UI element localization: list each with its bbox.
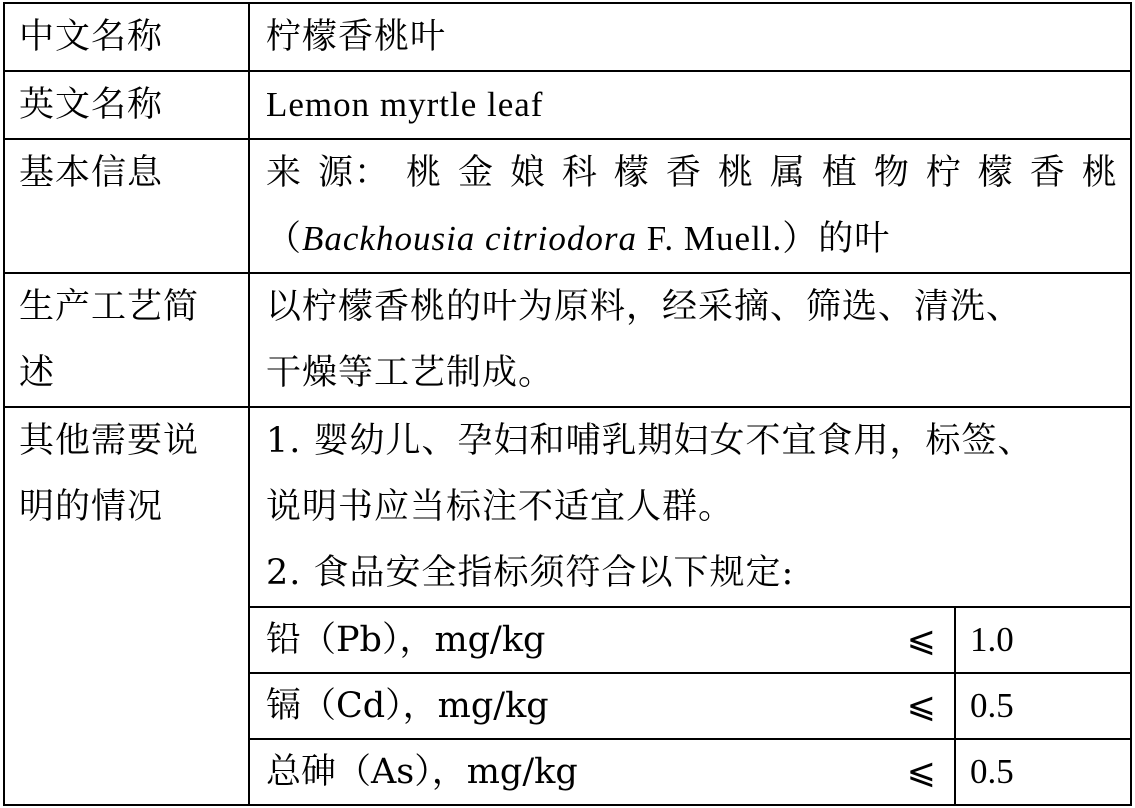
english-name-label: 英文名称	[19, 85, 164, 125]
source-char: 香	[665, 153, 702, 193]
row-other	[4, 407, 1131, 805]
limit-symbol: ⩽	[900, 673, 955, 739]
row-process	[4, 273, 1131, 407]
label-cell	[4, 407, 249, 805]
chinese-name-label: 中文名称	[19, 17, 164, 57]
note2: 2. 食品安全指标须符合以下规定:	[266, 553, 795, 593]
row-english-name	[4, 71, 1131, 139]
limit-row	[250, 739, 1130, 804]
process-label-line2: 述	[19, 353, 56, 393]
limit-value: 0.5	[955, 739, 1130, 804]
limit-symbol: ⩽	[900, 739, 955, 804]
row-chinese-name	[4, 3, 1131, 71]
source-char: 香	[1029, 153, 1066, 193]
source-char: 娘	[509, 153, 546, 193]
process-value-line2: 干燥等工艺制成。	[266, 353, 555, 393]
note1-line2: 说明书应当标注不适宜人群。	[266, 487, 735, 527]
limit-name: 镉（Cd），mg/kg	[250, 673, 900, 739]
paren-close-leaf: ）的叶	[782, 219, 891, 259]
source-char: 檬	[613, 153, 650, 193]
source-char: 科	[561, 153, 598, 193]
source-char: 金	[457, 153, 494, 193]
source-char: 植	[821, 153, 858, 193]
source-char: 桃	[717, 153, 754, 193]
source-char: 桃	[1081, 153, 1118, 193]
limit-value: 0.5	[955, 673, 1130, 739]
species-name: Backhousia citriodora	[302, 219, 638, 258]
paren-open: （	[266, 219, 303, 259]
other-label-line2: 明的情况	[19, 487, 164, 527]
limit-row	[250, 673, 1130, 739]
limit-value: 1.0	[955, 607, 1130, 673]
label-cell	[4, 71, 249, 139]
label-cell	[4, 273, 249, 407]
limits-table	[250, 606, 1130, 804]
source-char: 来	[266, 153, 303, 193]
species-author: F. Muell.	[637, 219, 783, 258]
limit-row	[250, 607, 1130, 673]
limit-symbol: ⩽	[900, 607, 955, 673]
english-name-value: Lemon myrtle leaf	[266, 85, 544, 124]
value-cell	[249, 3, 1131, 71]
value-cell	[249, 407, 1131, 805]
process-value-line1: 以柠檬香桃的叶为原料，经采摘、筛选、清洗、	[266, 287, 1023, 327]
limit-name: 铅（Pb），mg/kg	[250, 607, 900, 673]
source-char: 桃	[405, 153, 442, 193]
note1-line1: 1. 婴幼儿、孕妇和哺乳期妇女不宜食用，标签、	[266, 421, 1034, 461]
process-label-line1: 生产工艺简	[19, 287, 200, 327]
source-char: 物	[873, 153, 910, 193]
value-cell	[249, 273, 1131, 407]
limit-name: 总砷（As），mg/kg	[250, 739, 900, 804]
row-basic-info	[4, 139, 1131, 273]
source-char: 源：	[317, 153, 390, 193]
source-char: 柠	[925, 153, 962, 193]
label-cell	[4, 3, 249, 71]
label-cell	[4, 139, 249, 273]
other-label-line1: 其他需要说	[19, 421, 200, 461]
chinese-name-value: 柠檬香桃叶	[266, 17, 447, 57]
basic-info-species-line	[250, 206, 1130, 272]
source-char: 属	[769, 153, 806, 193]
info-table	[3, 2, 1132, 806]
basic-info-label: 基本信息	[19, 153, 164, 193]
source-char: 檬	[977, 153, 1014, 193]
basic-info-source-line	[250, 140, 1130, 206]
value-cell	[249, 139, 1131, 273]
value-cell	[249, 71, 1131, 139]
